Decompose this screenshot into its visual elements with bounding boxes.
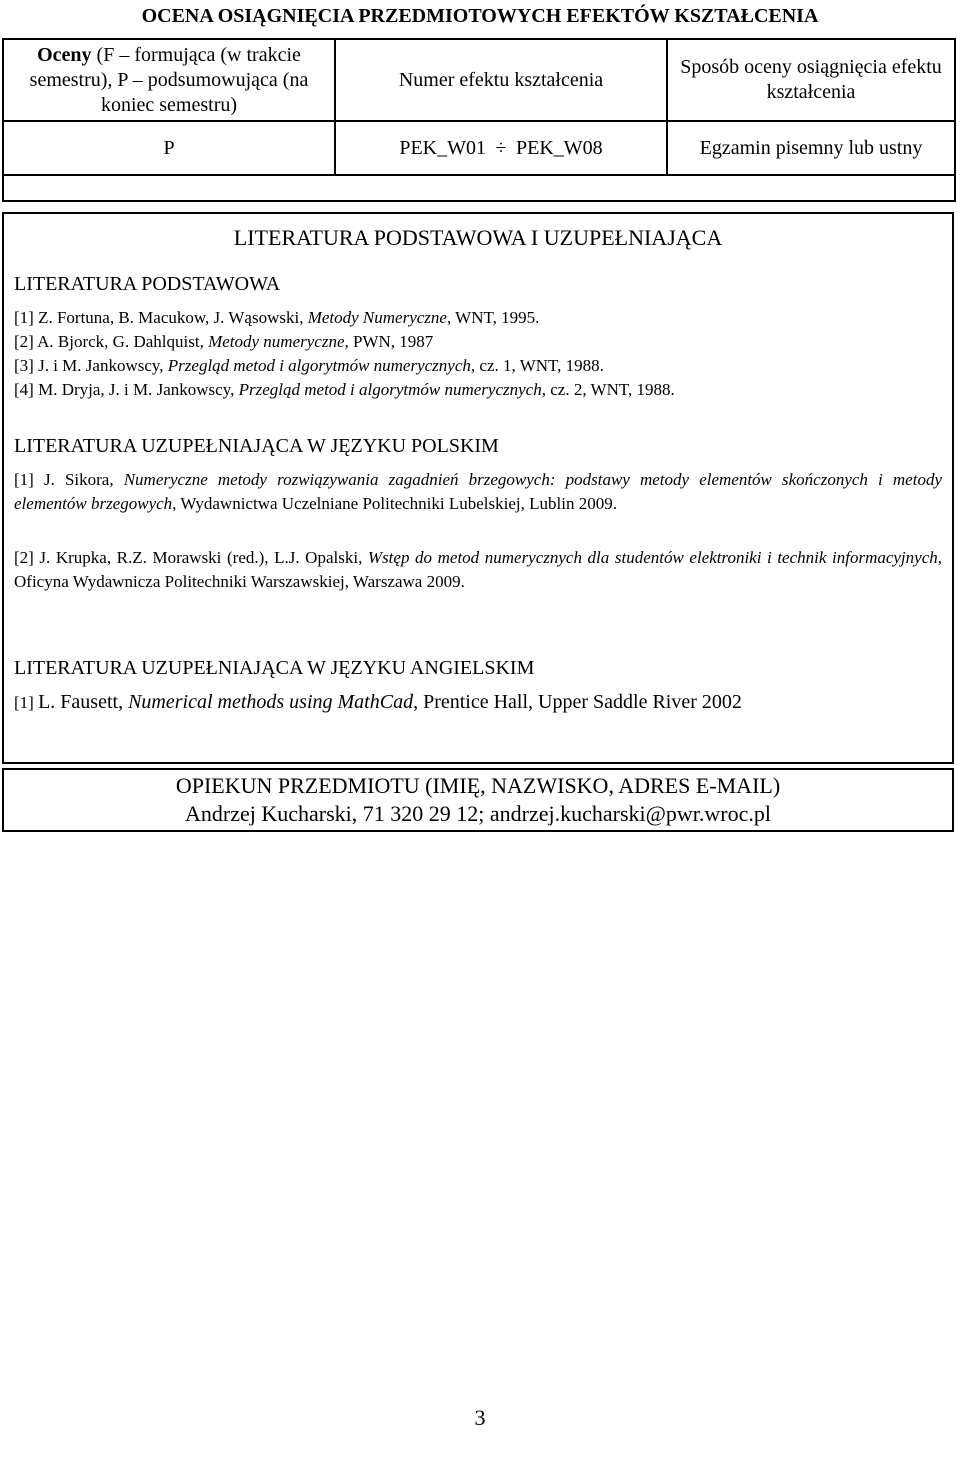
document-title: OCENA OSIĄGNIĘCIA PRZEDMIOTOWYCH EFEKTÓW KSZTAŁCENIA	[141, 5, 819, 27]
tutor-heading: OPIEKUN PRZEDMIOTU (IMIĘ, NAZWISKO, ADRES E-MAIL)	[175, 773, 781, 798]
supplementary-en-heading: LITERATURA UZUPEŁNIAJĄCA W JĘZYKU ANGIELSKIM	[14, 657, 535, 679]
reference-item: [4] M. Dryja, J. i M. Jankowscy, Przegląd metod i algorytmów numerycznych, cz. 2, WNT, 1988.	[14, 380, 675, 399]
grade-type-cell: P	[3, 121, 335, 175]
assessment-table	[2, 38, 956, 202]
reference-item: [2] J. Krupka, R.Z. Morawski (red.), L.J. Opalski, Wstęp do metod numerycznych dla studentów elektroniki i technik informacyjnych, Oficyna Wydawnicza Politechniki Warszawskiej, Warszawa 2009.	[14, 548, 942, 591]
reference-item: [2] A. Bjorck, G. Dahlquist, Metody numeryczne, PWN, 1987	[14, 332, 434, 351]
reference-title: Metody Numeryczne	[307, 308, 447, 327]
literature-section	[2, 212, 954, 764]
reference-title: Numerical methods using MathCad	[128, 691, 414, 713]
effect-range-cell	[335, 121, 667, 175]
reference-title: Wstęp do metod numerycznych dla studentów elektroniki i technik informacyjnych	[367, 548, 938, 567]
effect-to: PEK_W08	[516, 136, 603, 159]
grades-header-cell	[3, 39, 335, 121]
effect-from: PEK_W01	[399, 136, 486, 159]
reference-title: Metody numeryczne	[208, 332, 345, 351]
reference-title: Przegląd metod i algorytmów numerycznych	[167, 356, 471, 375]
reference-title: Numeryczne metody rozwiązywania zagadnień brzegowych: podstawy metody elementów skończonych i metody elementów brzegowych	[14, 470, 943, 513]
literature-heading: LITERATURA PODSTAWOWA I UZUPEŁNIAJĄCA	[233, 225, 723, 250]
supplementary-pl-heading: LITERATURA UZUPEŁNIAJĄCA W JĘZYKU POLSKIM	[14, 435, 499, 457]
reference-item: [1] J. Sikora, Numeryczne metody rozwiązywania zagadnień brzegowych: podstawy metody elementów skończonych i metody elementów brzegowych, Wydawnictwa Uczelniane Politechniki Lubelskiej, Lublin 2009.	[14, 470, 943, 513]
assessment-method-header: Sposób oceny osiągnięcia efektu kształcenia	[667, 39, 955, 121]
grades-header-bold: Oceny	[37, 43, 92, 66]
tutor-details: Andrzej Kucharski, 71 320 29 12; andrzej.kucharski@pwr.wroc.pl	[185, 801, 771, 826]
reference-item: [1] L. Fausett, Numerical methods using MathCad, Prentice Hall, Upper Saddle River 2002	[14, 691, 742, 713]
assessment-row	[3, 121, 955, 175]
assessment-header-row	[3, 39, 955, 121]
basic-literature-heading: LITERATURA PODSTAWOWA	[14, 273, 281, 295]
empty-row	[3, 175, 955, 201]
effect-number-header: Numer efektu kształcenia	[335, 39, 667, 121]
empty-cell	[3, 175, 955, 201]
assessment-method-cell: Egzamin pisemny lub ustny	[667, 121, 955, 175]
grades-header-text: (F – formująca (w trakcie semestru), P – podsumowująca (na koniec semestru)	[29, 43, 309, 116]
tutor-section	[2, 768, 954, 832]
division-sign-icon: ÷	[495, 136, 507, 159]
reference-item: [1] Z. Fortuna, B. Macukow, J. Wąsowski, Metody Numeryczne, WNT, 1995.	[14, 308, 540, 327]
reference-title: Przegląd metod i algorytmów numerycznych	[238, 380, 542, 399]
page-number: 3	[474, 1405, 486, 1430]
reference-item: [3] J. i M. Jankowscy, Przegląd metod i algorytmów numerycznych, cz. 1, WNT, 1988.	[14, 356, 604, 375]
